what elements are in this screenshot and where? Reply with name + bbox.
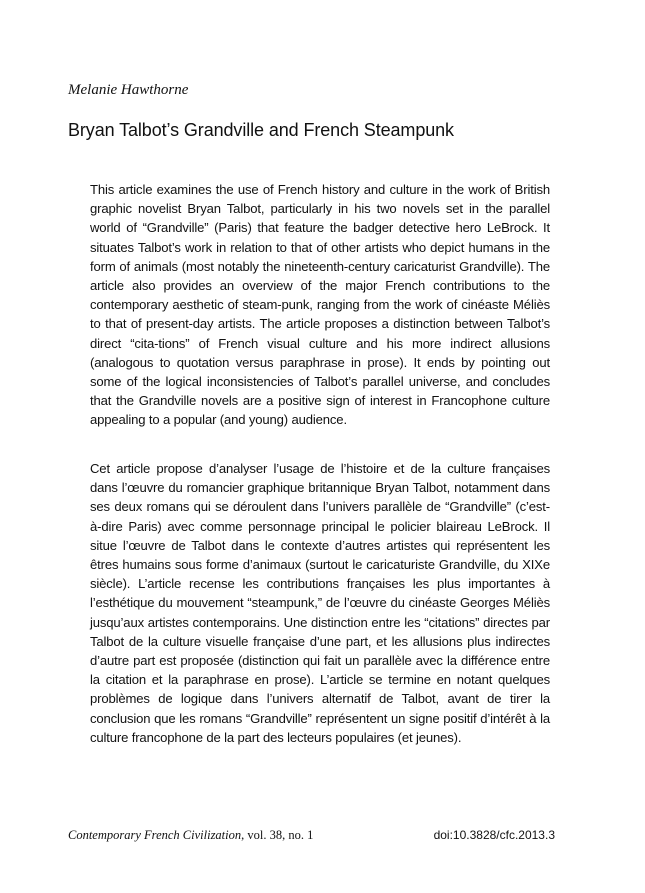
author-name: Melanie Hawthorne [68, 82, 189, 98]
footer-citation [68, 828, 313, 843]
journal-volume: , vol. 38, no. 1 [241, 828, 314, 842]
article-title: Bryan Talbot’s Grandville and French Steampunk [68, 120, 454, 140]
footer-doi: doi:10.3828/cfc.2013.3 [433, 828, 555, 842]
abstract-french: Cet article propose d’analyser l’usage de l’histoire et de la culture françaises dans l’œuvre du romancier graphique britannique Bryan Talbot, notamment dans ses deux romans qui se déroulent dans l’univers parallèle de “Grandville” (c’est-à-dire Paris) avec comme personnage principal le policier blaireau LeBrock. Il situe l’œuvre de Talbot dans le contexte d’autres artistes qui représentent les êtres humains sous forme d’animaux (surtout le caricaturiste Grandville, du XIXe siècle). L’article recense les contributions françaises les plus importantes à l’esthétique du mouvement “steampunk,” de l’œuvre du cinéaste Georges Méliès jusqu’aux artistes contemporains. Une distinction entre les “citations” directes par Talbot de la culture visuelle française d’une part, et les allusions plus indirectes d’autre part est proposée (distinction qui fait un parallèle avec la différence entre la citation et la paraphrase en prose). L’article se termine en notant quelques problèmes de logique dans l’univers alternatif de Talbot, avant de tirer la conclusion que les romans “Grandville” représentent un signe positif d’intérêt à la culture francophone de la part des lecteurs populaires (et jeunes). [90, 461, 550, 745]
abstract-english: This article examines the use of French history and culture in the work of British graphic novelist Bryan Talbot, particularly in his two novels set in the parallel world of “Grandville” (Paris) that feature the badger detective hero LeBrock. It situates Talbot’s work in relation to that of other artists who depict humans in the form of animals (most notably the nineteenth-century caricaturist Grandville). The article also provides an overview of the major French contributions to the contemporary aesthetic of steam-punk, ranging from the work of cinéaste Méliès to that of present-day artists. The article proposes a distinction between Talbot’s direct “cita-tions” of French visual culture and his more indirect allusions (analogous to quotation versus paraphrase in prose). It ends by pointing out some of the logical inconsistencies of Talbot’s parallel universe, and concludes that the Grandville novels are a positive sign of interest in Francophone culture appealing to a popular (and young) audience. [90, 182, 550, 428]
journal-name: Contemporary French Civilization [68, 828, 242, 842]
